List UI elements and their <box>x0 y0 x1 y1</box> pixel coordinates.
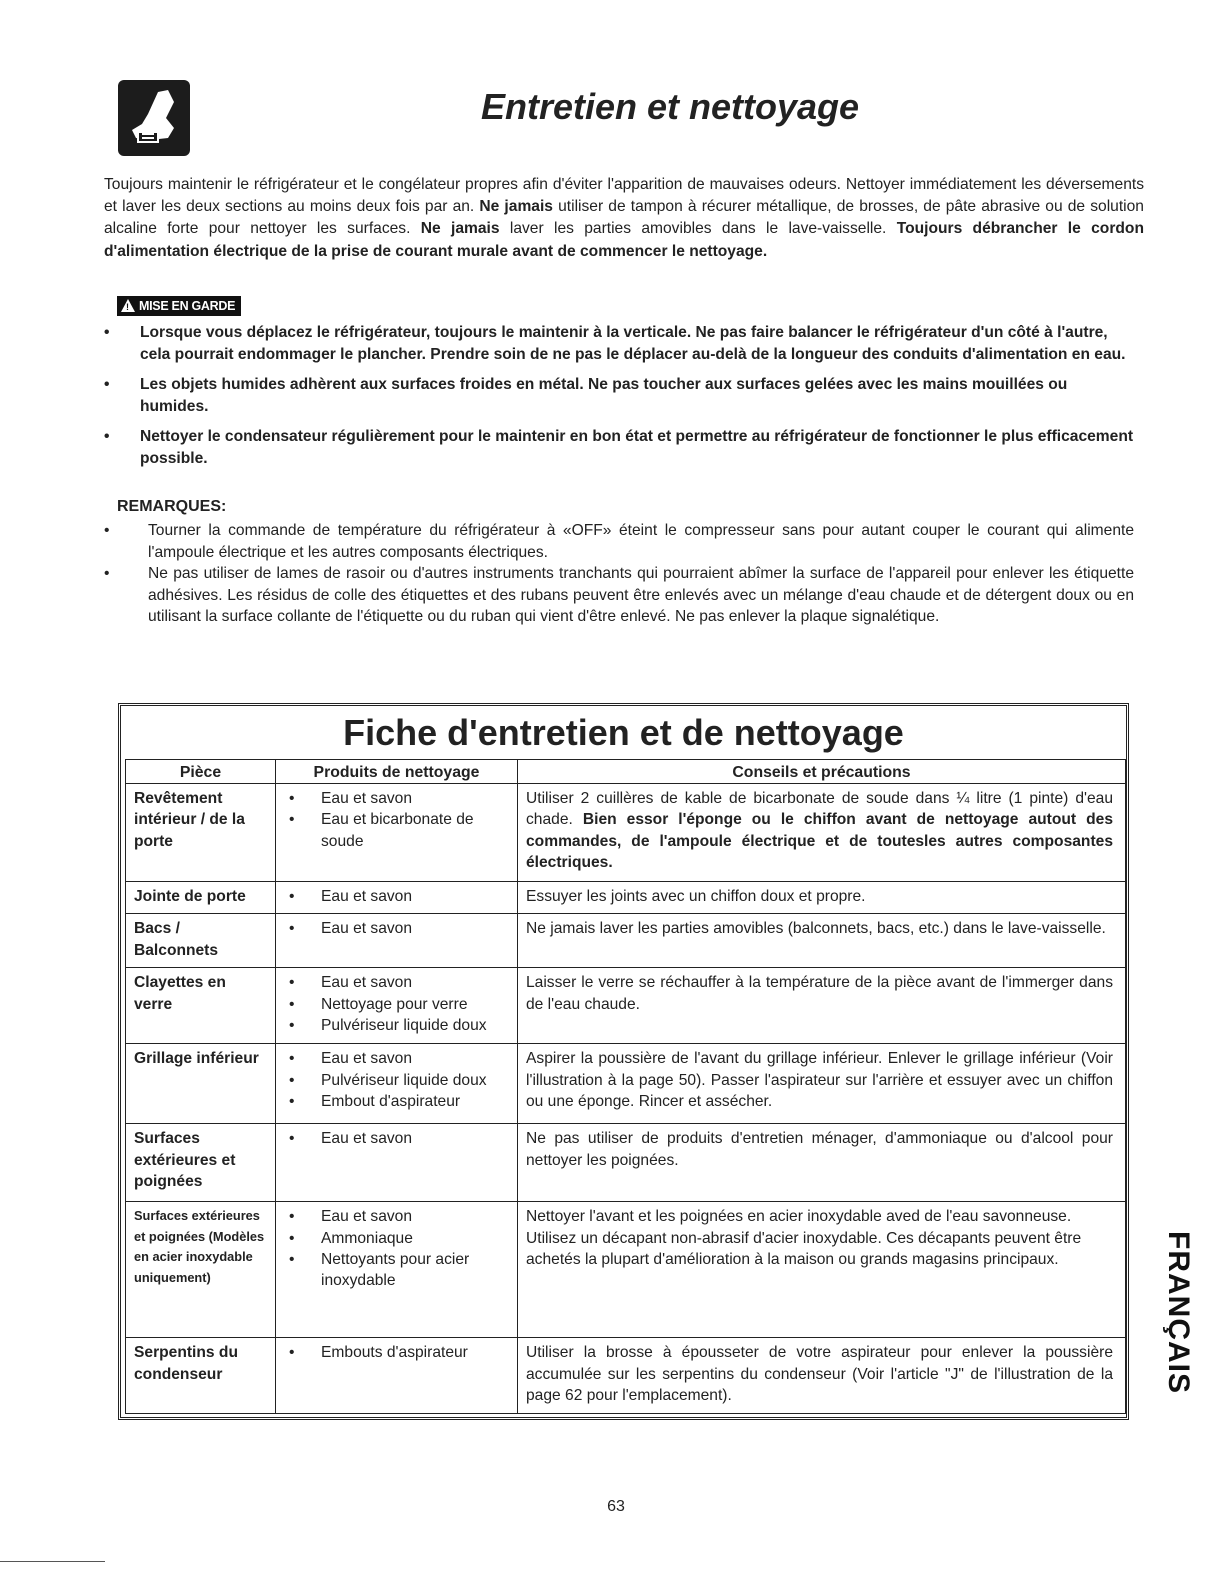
table-row: Bacs / Balconnets • Eau et savon Ne jamais laver les parties amovibles (balconnets, bacs, etc.) dans le lave-vaisselle. <box>126 914 1126 968</box>
table-row: Surfaces extérieures et poignées • Eau et savon Ne pas utiliser de produits d'entretien ménager, d'ammoniaque ou d'alcool pour nettoyer les poignées. <box>126 1124 1126 1202</box>
table-row: Jointe de porte • Eau et savon Essuyer les joints avec un chiffon doux et propre. <box>126 882 1126 914</box>
warning-item: • Les objets humides adhèrent aux surfaces froides en métal. Ne pas toucher aux surfaces gelées avec les mains mouillées ou humides. <box>104 374 1134 417</box>
warning-item: • Lorsque vous déplacez le réfrigérateur, toujours le maintenir à la verticale. Ne pas faire balancer le réfrigérateur d'un côté à l'autre, cela pourrait endommager le plancher. Prendre soin de ne pas le déplacer au-delà de la longueur des conduits d'alimentation en eau. <box>104 322 1134 365</box>
language-side-label: FRANÇAIS <box>1162 1231 1195 1394</box>
header-tips: Conseils et précautions <box>518 760 1126 784</box>
warning-list <box>104 322 1134 478</box>
table-title: Fiche d'entretien et de nettoyage <box>343 712 904 753</box>
remark-item: • Tourner la commande de température du réfrigérateur à «OFF» éteint le compresseur sans pour autant couper le courant qui alimente l'ampoule électrique et les autres composants électriques. <box>104 520 1134 563</box>
remarks-title: REMARQUES: <box>117 498 227 515</box>
header-piece: Pièce <box>126 760 276 784</box>
table-row: Revêtement intérieur / de la porte • Eau et savon • Eau et bicarbonate de soude Utiliser 2 cuillères de kable de bicarbonate de soude dans ¼ litre (1 pinte) d'eau chade. Bien essor l'éponge ou le chiffon avant de nettoyage autout des commandes, de l'ampoule électrique et de toutesles autres composantes électriques. <box>126 784 1126 882</box>
hand-wiping-icon <box>118 80 190 156</box>
table-row: Clayettes en verre • Eau et savon • Nettoyage pour verre • Pulvériseur liquide doux Laisser le verre se réchauffer à la température de la pièce avant de l'immerger dans de l'eau chaude. <box>126 968 1126 1044</box>
warning-badge: ! MISE EN GARDE <box>117 296 241 316</box>
cleaning-table <box>125 759 1126 1414</box>
page-number: 63 <box>607 1498 625 1515</box>
remark-item: • Ne pas utiliser de lames de rasoir ou d'autres instruments tranchants qui pourraient abîmer la surface de l'appareil pour enlever les étiquette adhésives. Les résidus de colle des étiquettes et des rubans peuvent être enlevés avec un mélange d'eau chaude et de détergent doux ou en utilisant la surface collante de l'étiquette ou du ruban qui vient d'être enlevé. Ne pas enlever la plaque signalétique. <box>104 563 1134 628</box>
table-row: Serpentins du condenseur • Embouts d'aspirateur Utiliser la brosse à épousseter de votre aspirateur pour enlever la poussière accumulée sur les serpentins du condenseur (Voir l'article "J" de l'illustration de la page 62 pour l'emplacement). <box>126 1338 1126 1414</box>
warning-item: • Nettoyer le condensateur régulièrement pour le maintenir en bon état et permettre au réfrigérateur de fonctionner le plus efficacement possible. <box>104 426 1134 469</box>
page-title: Entretien et nettoyage <box>481 86 860 127</box>
footer-rule <box>0 1561 105 1562</box>
intro-paragraph: Toujours maintenir le réfrigérateur et le congélateur propres afin d'éviter l'apparition de mauvaises odeurs. Nettoyer immédiatement les déversements et laver les deux sections au moins deux fois par an. Ne jamais utiliser de tampon à récurer métallique, de brosses, de pâte abrasive ou de solution alcaline forte pour nettoyer les surfaces. Ne jamais laver les parties amovibles dans le lave-vaisselle. Toujours débrancher le cordon d'alimentation électrique de la prise de courant murale avant de commencer le nettoyage. <box>104 176 1144 260</box>
table-row: Grillage inférieur • Eau et savon • Pulvériseur liquide doux • Embout d'aspirateur Aspirer la poussière de l'avant du grillage inférieur. Enlever le grillage inférieur (Voir l'illustration à la page 50). Passer l'aspirateur sur l'arrière et essuyer avec un chiffon ou une éponge. Rincer et assécher. <box>126 1044 1126 1124</box>
cleaning-chart <box>118 703 1129 1420</box>
remarks-list <box>104 520 1134 628</box>
table-row: Surfaces extérieures et poignées (Modèles en acier inoxydable uniquement) • Eau et savon • Ammoniaque • Nettoyants pour acier inoxydable Nettoyer l'avant et les poignées en acier inoxydable aved de l'eau savonneuse. Utilisez un décapant non-abrasif d'acier inoxydable. Ces décapants peuvent être achetés la plupart d'amélioration à la maison ou grands magasins principaux. <box>126 1202 1126 1338</box>
header-products: Produits de nettoyage <box>276 760 518 784</box>
